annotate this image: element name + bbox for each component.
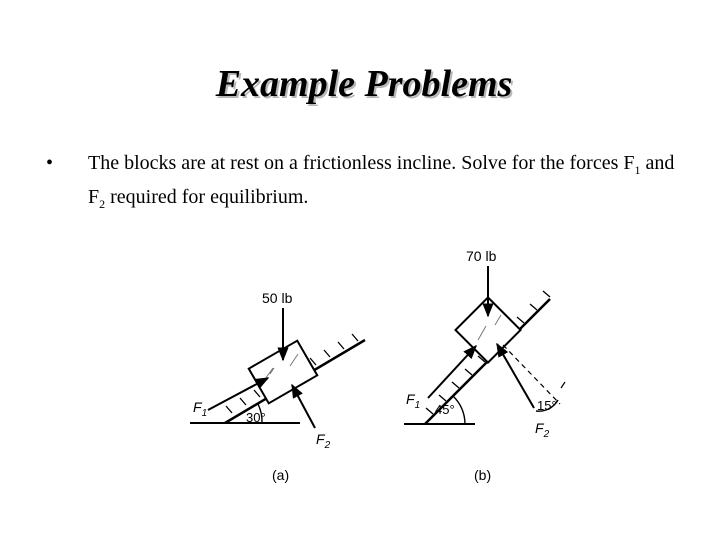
weight-label-a: 50 lb	[262, 290, 293, 306]
f2-label-a: $F_2$	[316, 431, 331, 451]
caption-b: (b)	[474, 467, 492, 483]
f1-label-b: $F_1$	[406, 391, 421, 411]
angle-label-15-b: 15°	[537, 398, 557, 413]
figure-a	[190, 290, 365, 483]
f1-label-a: $F_1$	[193, 399, 208, 419]
angle-tick-b	[561, 382, 565, 388]
problem-statement: The blocks are at rest on a frictionless incline. Solve for the forces $F_1$ and $F_2$ required for equilibrium.	[88, 152, 675, 211]
f2-arrow-b	[497, 344, 534, 408]
caption-a: (a)	[272, 467, 290, 483]
bullet-mark: •	[46, 152, 54, 174]
angle-label-a: 30°	[246, 410, 266, 425]
normal-dashed-line-b	[503, 345, 560, 404]
angle-label-b: 45°	[435, 402, 455, 417]
f2-label-b: $F_2$	[535, 420, 550, 440]
f2-arrow-a	[292, 385, 315, 428]
weight-label-b: 70 lb	[466, 248, 497, 264]
slide-title: Example Problems	[215, 63, 513, 105]
angle-arc-b	[453, 396, 465, 424]
figure-b	[404, 248, 565, 483]
